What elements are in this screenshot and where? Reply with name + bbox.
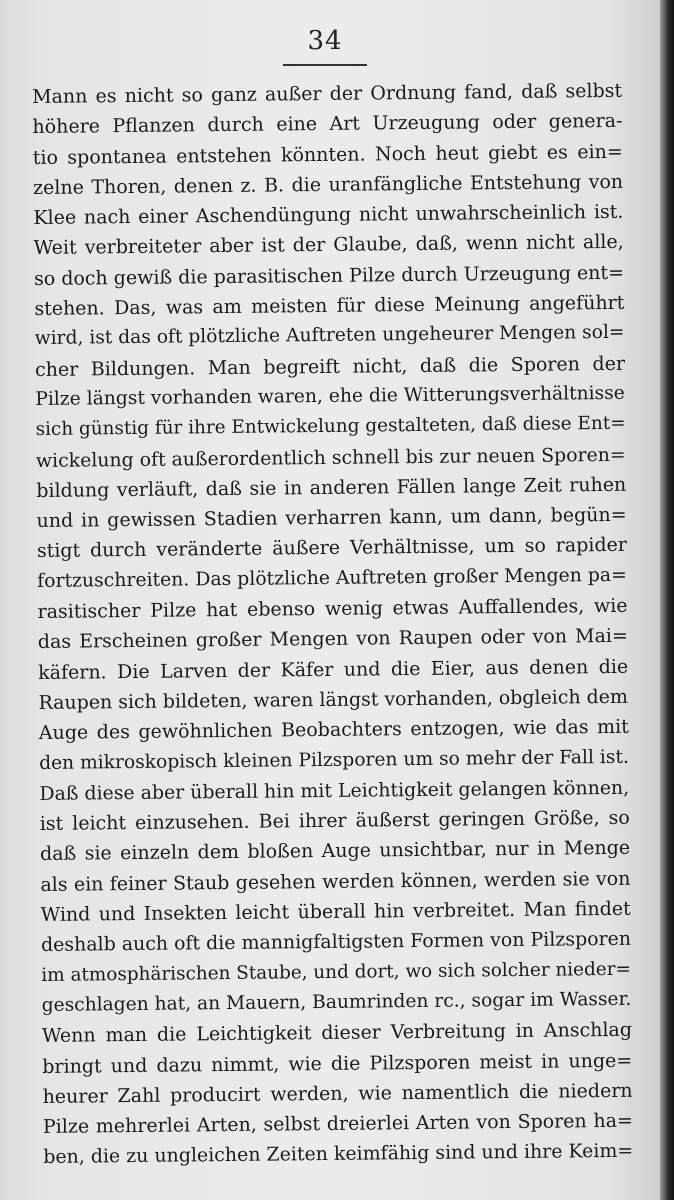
text-line: Daß diese aber überall hin mit Leichtigkeit gelangen können,	[39, 776, 630, 805]
text-line: daß sie einzeln dem bloßen Auge unsichtbar, nur in Menge	[39, 837, 631, 866]
text-line: tio spontanea entstehen könnten. Noch heut giebt es ein=	[32, 140, 623, 169]
text-line: cher Bildungen. Man begreift nicht, daß die Sporen der	[34, 352, 626, 381]
text-line: wickelung oft außerordentlich schnell bis zur neuen Sporen=	[35, 443, 626, 472]
text-line: käfern. Die Larven der Käfer und die Eier, aus denen die	[38, 655, 629, 684]
text-line: stigt durch veränderte äußere Verhältnisse, um so rapider	[36, 534, 627, 563]
text-line: fortzuschreiten. Das plötzliche Auftreten großer Mengen pa=	[37, 564, 627, 592]
text-line: Wenn man die Leichtigkeit dieser Verbreitung in Anschlag	[41, 1018, 633, 1048]
text-line: deshalb auch oft die mannigfaltigsten Formen von Pilzsporen	[40, 928, 632, 957]
body-text	[32, 76, 649, 1173]
text-line: rasitischer Pilze hat ebenso wenig etwas Auffallendes, wie	[37, 594, 628, 624]
text-line: bringt und dazu nimmt, wie die Pilzsporen meist in unge=	[42, 1049, 633, 1078]
text-line: bildung verläuft, daß sie in anderen Fällen lange Zeit ruhen	[36, 473, 627, 502]
text-line: den mikroskopisch kleinen Pilzsporen um so mehr der Fall ist.	[39, 746, 629, 774]
text-line: höhere Pflanzen durch eine Art Urzeugung oder genera-	[32, 110, 623, 139]
text-line: ist leicht einzusehen. Bei ihrer äußerst geringen Größe, so	[39, 806, 630, 836]
text-line: stehen. Das, was am meisten für diese Meinung angeführt	[34, 291, 625, 321]
text-line: Raupen sich bildeten, waren längst vorhanden, obgleich dem	[38, 685, 629, 714]
text-line: sich günstig für ihre Entwickelung gestalteten, daß diese Ent=	[35, 413, 626, 441]
text-line: heurer Zahl producirt werden, wie namentlich die niedern	[42, 1079, 633, 1108]
text-line: Mann es nicht so ganz außer der Ordnung fand, daß selbst	[32, 79, 623, 108]
text-line: ben, die zu ungleichen Zeiten keimfähig sind und ihre Keim=	[43, 1140, 634, 1169]
text-line: Pilze mehrerlei Arten, selbst dreierlei Arten von Sporen ha=	[42, 1109, 634, 1139]
text-line: Wind und Insekten leicht überall hin verbreitet. Man findet	[40, 897, 631, 926]
text-line: geschlagen hat, an Mauern, Baumrinden rc., sogar im Wasser.	[41, 988, 632, 1016]
page-edge-shadow	[660, 0, 674, 1200]
text-line: Pilze längst vorhanden waren, ehe die Witterungsverhältnisse	[35, 382, 625, 410]
text-line: Auge des gewöhnlichen Beobachters entzogen, wie das mit	[38, 716, 629, 745]
text-line: und in gewissen Stadien verharren kann, um dann, begün=	[36, 503, 627, 533]
page-number-rule	[283, 64, 367, 66]
text-line: wird, ist das oft plötzliche Auftreten ungeheurer Mengen sol=	[34, 322, 625, 350]
text-line: im atmosphärischen Staube, und dort, wo sich solcher nieder=	[41, 958, 631, 986]
page-number: 34	[307, 26, 343, 56]
text-line: Klee nach einer Aschendüngung nicht unwahrscheinlich ist.	[33, 201, 624, 230]
text-line: so doch gewiß die parasitischen Pilze durch Urzeugung ent=	[33, 261, 625, 290]
text-line: als ein feiner Staub gesehen werden können, werden sie von	[40, 867, 631, 896]
text-line: das Erscheinen großer Mengen von Raupen oder von Mai=	[37, 625, 628, 654]
text-line: zelne Thoren, denen z. B. die uranfängliche Entstehung von	[32, 170, 624, 199]
text-line: Weit verbreiteter aber ist der Glaube, daß, wenn nicht alle,	[33, 231, 624, 260]
